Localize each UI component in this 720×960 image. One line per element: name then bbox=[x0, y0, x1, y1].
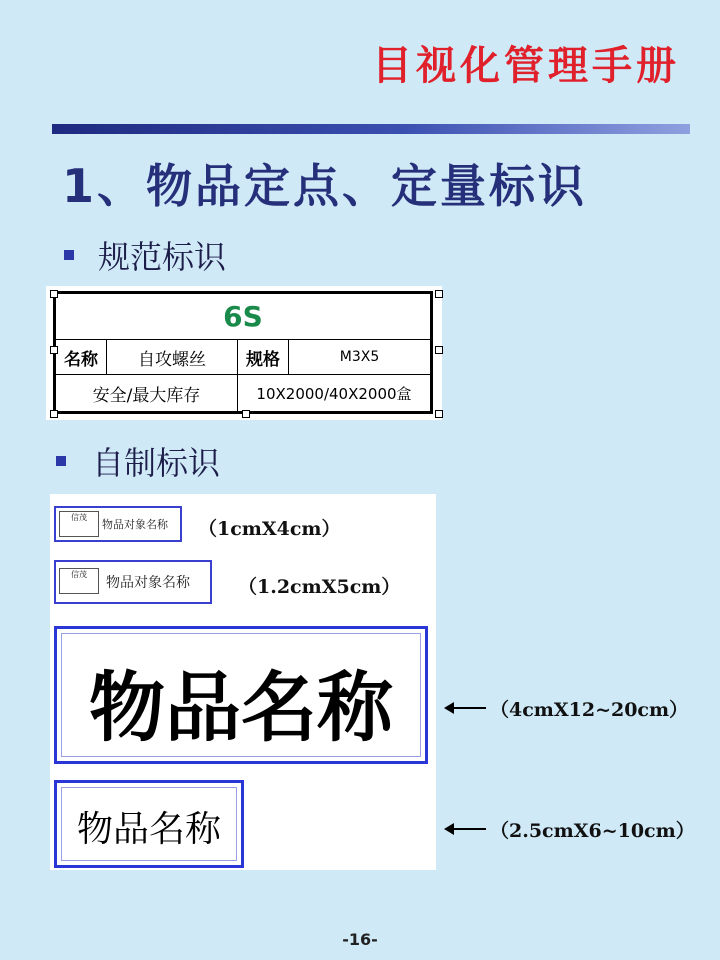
manual-title: 目视化管理手册 bbox=[372, 43, 680, 89]
resize-handle bbox=[435, 290, 443, 298]
large-label bbox=[54, 626, 428, 764]
large-label-text: 物品名称 bbox=[89, 663, 393, 752]
spec-value: M3X5 bbox=[289, 340, 432, 375]
spec-label: 规格 bbox=[238, 340, 289, 375]
dimension-2: （1.2cmX5cm） bbox=[238, 576, 401, 598]
resize-handle bbox=[50, 410, 58, 418]
resize-handle bbox=[50, 290, 58, 298]
standard-label-title: 6S bbox=[55, 293, 432, 340]
dimension-3: （4cmX12~20cm） bbox=[490, 699, 689, 721]
custom-label-image bbox=[50, 494, 436, 870]
stock-value: 10X2000/40X2000盒 bbox=[238, 375, 432, 413]
bullet-icon bbox=[64, 250, 74, 260]
resize-handle bbox=[435, 346, 443, 354]
dimension-4: （2.5cmX6~10cm） bbox=[490, 820, 695, 842]
small-label-1 bbox=[54, 506, 182, 542]
page-number: -16- bbox=[342, 930, 378, 949]
dimension-1: （1cmX4cm） bbox=[198, 518, 341, 540]
resize-handle bbox=[435, 410, 443, 418]
bullet-custom-label: 自制标识 bbox=[92, 444, 221, 482]
arrow-left-icon bbox=[446, 707, 486, 709]
bullet-standard-label: 规范标识 bbox=[98, 238, 227, 276]
arrow-left-icon bbox=[446, 828, 486, 830]
small-label-1-text: 物品对象名称 bbox=[102, 518, 168, 531]
resize-handle bbox=[242, 410, 250, 418]
resize-handle bbox=[50, 346, 58, 354]
section-title: 1、物品定点、定量标识 bbox=[62, 159, 588, 213]
medium-label bbox=[54, 780, 244, 868]
name-value: 自攻螺丝 bbox=[107, 340, 238, 375]
bullet-icon bbox=[56, 456, 66, 466]
company-logo-icon: 信茂 bbox=[59, 568, 99, 594]
standard-label-image bbox=[46, 286, 442, 420]
medium-label-text: 物品名称 bbox=[76, 809, 221, 850]
small-label-2-text: 物品对象名称 bbox=[106, 575, 190, 591]
company-logo-icon: 信茂 bbox=[59, 511, 99, 537]
title-divider bbox=[52, 124, 690, 134]
name-label: 名称 bbox=[55, 340, 107, 375]
standard-label-table bbox=[53, 291, 433, 414]
small-label-2 bbox=[54, 560, 212, 604]
stock-label: 安全/最大库存 bbox=[55, 375, 238, 413]
